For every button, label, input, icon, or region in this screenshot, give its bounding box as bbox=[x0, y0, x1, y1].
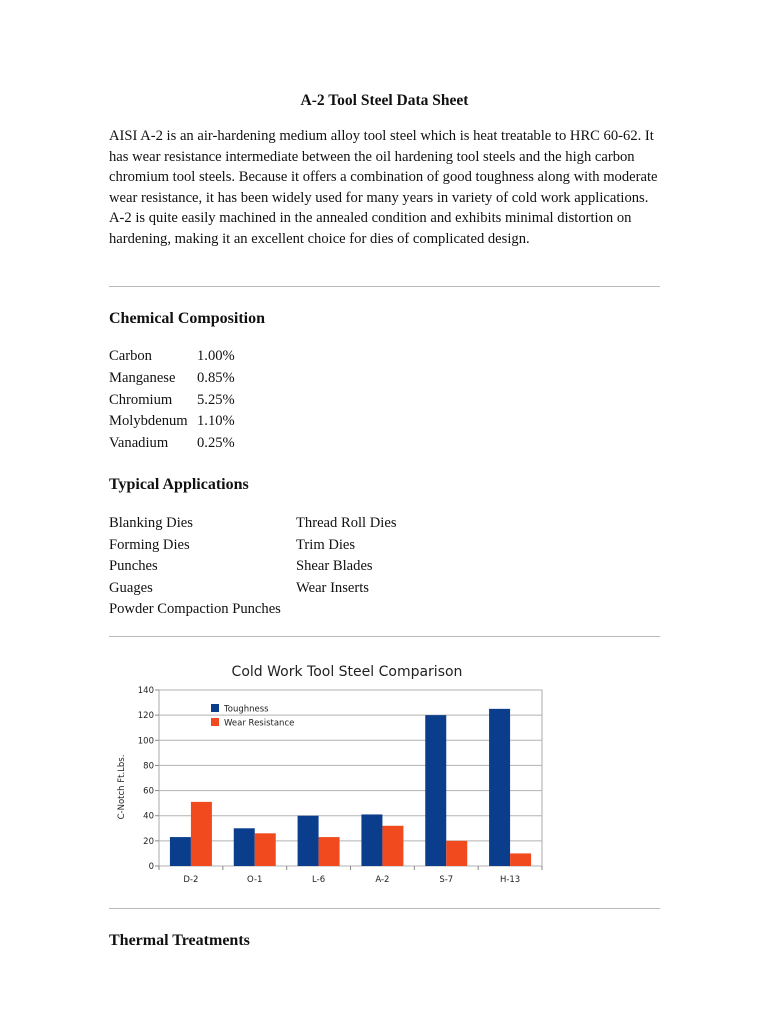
applications-heading: Typical Applications bbox=[109, 476, 249, 493]
list-item: Punches bbox=[109, 558, 158, 575]
element-value: 5.25% bbox=[197, 391, 235, 408]
divider bbox=[109, 908, 660, 909]
composition-row bbox=[109, 346, 235, 368]
x-tick-label: L-6 bbox=[312, 875, 326, 885]
document-title: A-2 Tool Steel Data Sheet bbox=[300, 92, 469, 109]
list-item: Wear Inserts bbox=[296, 579, 369, 596]
list-item: Shear Blades bbox=[296, 558, 373, 575]
element-value: 0.85% bbox=[197, 369, 235, 386]
comparison-chart bbox=[109, 655, 660, 895]
chart-svg bbox=[109, 655, 660, 895]
y-tick-label: 60 bbox=[143, 786, 154, 797]
bar-wear-resistance bbox=[191, 802, 212, 866]
x-tick-label: A-2 bbox=[375, 875, 390, 885]
composition-row bbox=[109, 390, 235, 412]
y-tick-label: 20 bbox=[143, 836, 154, 847]
x-tick-label: O-1 bbox=[247, 875, 263, 885]
list-item: Powder Compaction Punches bbox=[109, 601, 281, 618]
legend-label: Toughness bbox=[224, 704, 269, 715]
bar-wear-resistance bbox=[510, 853, 531, 866]
chart-grid bbox=[159, 690, 542, 866]
element-value: 0.25% bbox=[197, 435, 235, 452]
list-item: Trim Dies bbox=[296, 536, 356, 553]
bar-toughness bbox=[234, 828, 255, 866]
composition-row bbox=[109, 368, 235, 390]
plot-area bbox=[159, 690, 542, 866]
x-tick-label: S-7 bbox=[439, 875, 454, 885]
y-tick-label: 40 bbox=[143, 811, 154, 822]
composition-heading: Chemical Composition bbox=[109, 310, 265, 327]
list-item: Guages bbox=[109, 579, 153, 596]
element-value: 1.00% bbox=[197, 348, 235, 364]
element-value: 1.10% bbox=[197, 413, 235, 430]
element-name: Carbon bbox=[109, 348, 152, 364]
thermal-heading: Thermal Treatments bbox=[109, 932, 250, 949]
legend-swatch bbox=[211, 704, 219, 712]
bar-wear-resistance bbox=[319, 837, 340, 866]
intro-paragraph: AISI A-2 is an air-hardening medium alloy tool steel which is heat treatable to HRC 60-62. It has wear resistance intermediate between the oil hardening tool steels and the high carbon chromium tool steels. Because it offers a combination of good toughness along with moderate wear resistance, it has been widely used for many years in variety of cold work applications. A-2 is quite easily machined in the annealed condition and exhibits minimal distortion on hardening, making it an excellent choice for dies of complicated design. bbox=[109, 128, 658, 247]
composition-row bbox=[109, 411, 235, 433]
legend-swatch bbox=[211, 718, 219, 726]
element-name: Vanadium bbox=[109, 435, 169, 452]
bar-toughness bbox=[170, 837, 191, 866]
applications-right-column bbox=[296, 513, 397, 599]
element-name: Chromium bbox=[109, 391, 173, 408]
chart-title: Cold Work Tool Steel Comparison bbox=[231, 664, 463, 680]
list-item: Forming Dies bbox=[109, 536, 190, 553]
x-tick-label: H-13 bbox=[499, 875, 521, 885]
bar-toughness bbox=[298, 816, 319, 866]
divider bbox=[109, 636, 660, 637]
applications-left-column bbox=[109, 513, 281, 621]
composition-row bbox=[109, 433, 235, 455]
y-tick-label: 80 bbox=[143, 761, 154, 772]
y-tick-label: 100 bbox=[137, 736, 154, 747]
element-name: Molybdenum bbox=[109, 413, 188, 430]
y-tick-label: 120 bbox=[137, 711, 154, 722]
list-item: Thread Roll Dies bbox=[296, 515, 397, 531]
bar-toughness bbox=[425, 715, 446, 866]
x-tick-label: D-2 bbox=[183, 875, 199, 885]
bar-wear-resistance bbox=[255, 833, 276, 866]
bar-wear-resistance bbox=[446, 841, 467, 866]
y-tick-label: 0 bbox=[148, 862, 154, 872]
y-tick-label: 140 bbox=[137, 686, 154, 696]
list-item: Blanking Dies bbox=[109, 515, 193, 531]
bar-toughness bbox=[489, 709, 510, 866]
composition-table bbox=[109, 346, 235, 455]
divider bbox=[109, 286, 660, 287]
bar-toughness bbox=[361, 814, 382, 866]
bar-wear-resistance bbox=[382, 826, 403, 866]
element-name: Manganese bbox=[109, 369, 176, 386]
legend-label: Wear Resistance bbox=[224, 718, 295, 729]
chart-y-axis-label: C-Notch Ft.Lbs. bbox=[117, 754, 127, 820]
